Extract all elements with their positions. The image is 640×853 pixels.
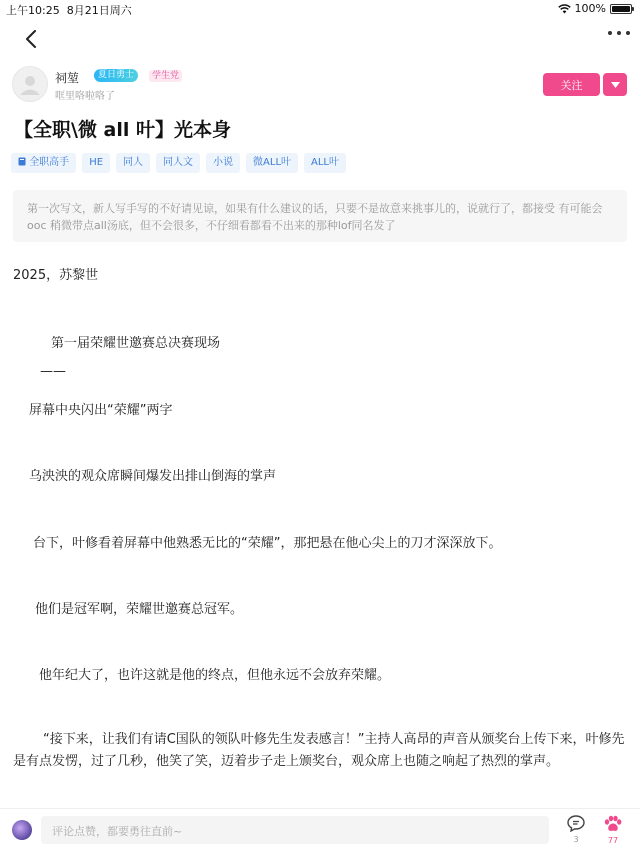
body-paragraph: 屏幕中央闪出“荣耀”两字	[29, 403, 173, 418]
status-right	[558, 2, 632, 15]
body-paragraph: 台下，叶修看着屏幕中他熟悉无比的“荣耀”，那把悬在他心尖上的刀才深深放下。	[33, 536, 502, 551]
student-badge: 学生党	[149, 70, 182, 82]
more-dot-icon	[617, 31, 621, 35]
tag-item[interactable]: HE	[82, 153, 110, 173]
paw-icon	[603, 815, 623, 833]
comment-count: 3	[573, 835, 579, 844]
author-row	[12, 66, 628, 106]
author-name[interactable]: 祠堃	[55, 71, 80, 85]
tag-item[interactable]: ALL叶	[304, 153, 346, 173]
default-avatar-icon	[16, 70, 44, 98]
status-bar	[0, 0, 640, 18]
book-icon	[18, 157, 26, 166]
my-avatar[interactable]	[12, 820, 32, 840]
more-dot-icon	[608, 31, 612, 35]
battery-icon	[610, 4, 632, 14]
author-title-badge: 夏日勇士	[94, 69, 138, 82]
more-dot-icon	[626, 31, 630, 35]
comment-button[interactable]	[563, 815, 589, 844]
tag-item[interactable]: 同人	[116, 153, 150, 173]
author-signature: 哐里咯啦咯了	[55, 91, 115, 102]
wifi-icon	[558, 4, 571, 14]
back-button[interactable]	[20, 28, 42, 50]
tag-fandom[interactable]: 全职高手	[11, 153, 76, 173]
tag-item[interactable]: 同人文	[156, 153, 200, 173]
body-paragraph: 他年纪大了，也许这就是他的终点，但他永远不会放弃荣耀。	[39, 668, 391, 683]
work-summary: 第一次写文，新人写手写的不好请见谅，如果有什么建议的话，只要不是故意来挑事儿的，说就行了，都接受 有可能会ooc 稍微带点all汤底，但不会很多，不仔细看都看不出来的那种lof同名发了	[13, 190, 627, 242]
comment-icon	[567, 815, 585, 832]
body-paragraph: ——	[40, 364, 66, 379]
like-button[interactable]	[600, 815, 626, 845]
caret-down-icon	[611, 82, 620, 88]
body-paragraph: 乌泱泱的观众席瞬间爆发出排山倒海的掌声	[29, 469, 277, 484]
tag-list	[11, 153, 346, 173]
more-options-button[interactable]	[608, 26, 630, 40]
body-paragraph: 2025，苏黎世	[13, 268, 99, 283]
like-count: 77	[607, 836, 619, 845]
author-avatar[interactable]	[12, 66, 48, 102]
body-paragraph: 他们是冠军啊，荣耀世邀赛总冠军。	[35, 602, 244, 617]
body-paragraph: “接下来，让我们有请C国队的领队叶修先生发表感言！”主持人高昂的声音从颁奖台上传下来，叶修先是有点发愣，过了几秒，他笑了笑，迈着步子走上颁奖台，观众席上也随之响起了热烈的掌声。	[13, 732, 625, 769]
chevron-left-icon	[25, 30, 37, 48]
battery-percent: 100%	[574, 2, 606, 15]
follow-dropdown-button[interactable]	[603, 73, 627, 96]
follow-button[interactable]: 关注	[543, 73, 600, 96]
tag-item[interactable]: 小说	[206, 153, 240, 173]
body-paragraph: 第一届荣耀世邀赛总决赛现场	[51, 336, 221, 351]
work-title: 【全职\微 all 叶】光本身	[14, 119, 232, 141]
tag-item[interactable]: 微ALL叶	[246, 153, 298, 173]
comment-input[interactable]: 评论点赞，都要勇往直前~	[41, 816, 549, 844]
status-time: 上午10:25 8月21日周六	[6, 4, 132, 17]
